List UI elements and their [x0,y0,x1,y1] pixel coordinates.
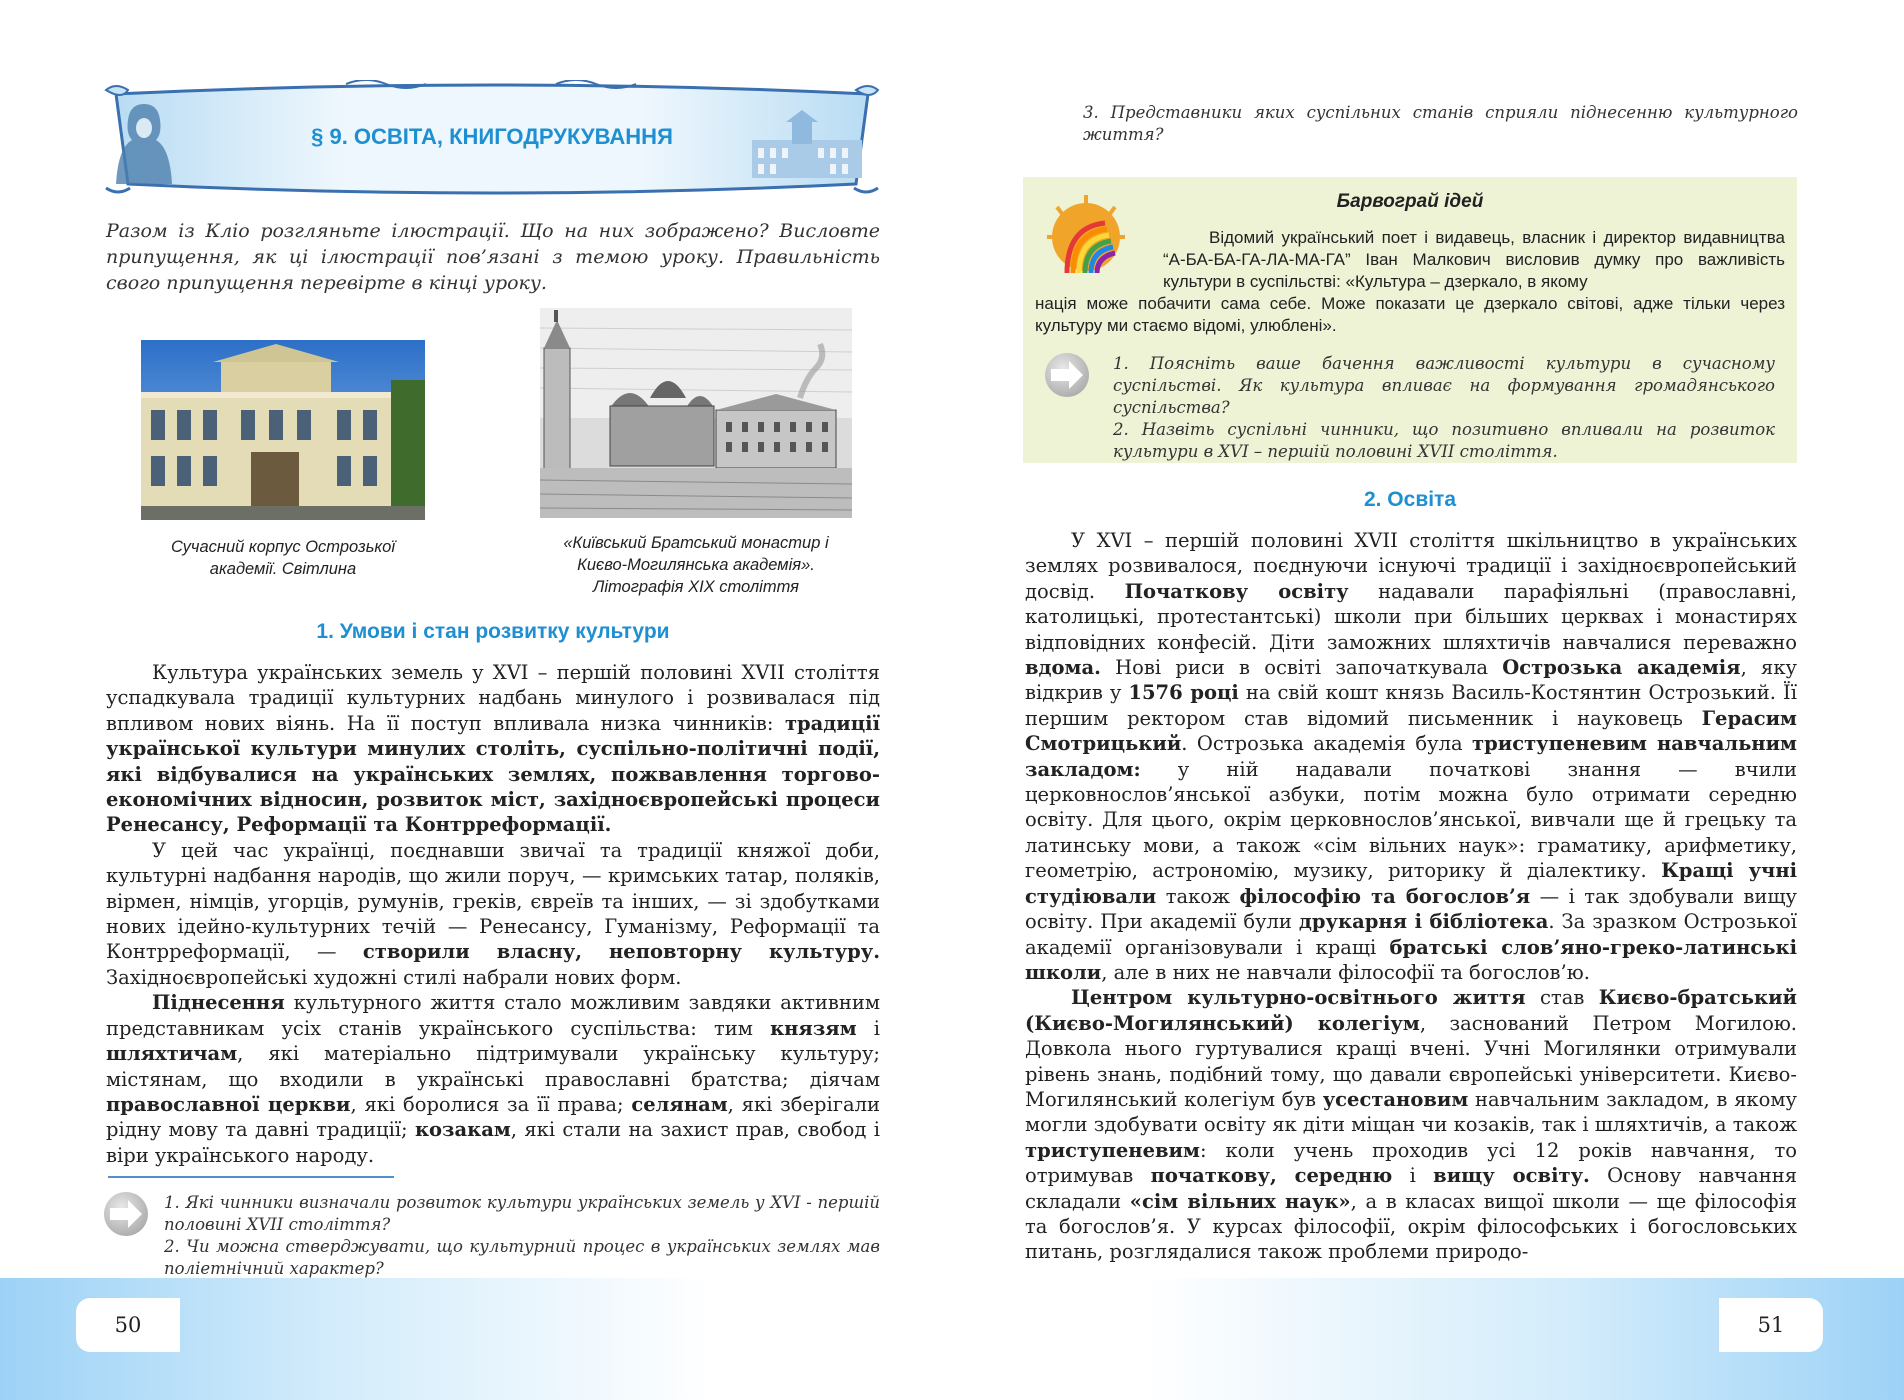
bold-text-run: Початкову освіту [1124,579,1349,603]
photo-caption-1 [136,536,430,580]
idea-quote-full: нація може побачити сама себе. Може показати це дзеркало світові, адже тільки через культуру ми стаємо відомі, улюблені». [1035,294,1785,335]
text-run: : коли учень проходив усі 12 років навчання, то отримував [1025,1138,1797,1188]
bold-text-run: Герасим Смотрицький [1025,706,1797,756]
text-run: навчальним закладом, в якому могли здобувати освіту як діти міщан чи козаків, так і шляхтичів, а також [1025,1087,1798,1137]
bold-text-run: початкову, середню [1150,1164,1393,1188]
bold-text-run: Кращі учні студіювали [1025,859,1798,908]
left-question-2: 2. Чи можна стверджувати, що культурний процес в українських землях мав поліетнічний характер? [164,1237,880,1278]
idea-box-title: Барвограй ідей [1336,191,1484,212]
ostroh-academy-photo [141,340,425,520]
bold-text-run: триступеневим навчальним закладом: [1025,732,1797,781]
text-run: , які стали на захист прав, свобод і віри українського народу. [106,1118,880,1167]
bold-text-run: усестановим [1322,1087,1469,1111]
bold-text-run: триступеневим [1025,1138,1200,1162]
caption-2-line: Києво-Могилянська академія». [577,556,815,574]
text-run: , які боролися за її права; [350,1092,632,1116]
text-run: Культура українських земель у XVI – першій половині XVII століття успадкувала традиції культурних надбань минулого і розвивалася під впливом нових віянь. На її поступ впливала низка чинників: [106,661,880,735]
text-run: — і так здобували вищу освіту. При академії були [1025,884,1797,934]
bold-text-run: братські слов’яно-греко-латинські школи [1025,935,1797,984]
bold-text-run: шляхтичам [106,1042,238,1066]
idea-quote-indented: Відомий український поет і видавець, власник і директор видавництва “А-БА-БА-ГА-ЛА-МА-ГА” Іван Малкович висловив думку про важливість культури в суспільстві: «Культура – дзеркало, в якому [1163,228,1785,291]
bold-text-run: Центром культурно-освітнього життя [1071,986,1526,1010]
text-run: і [856,1016,881,1040]
questions-divider [108,1176,394,1178]
bold-text-run: друкарня і бібліотека [1298,910,1549,934]
text-run: Нові риси в освіті започаткувала [1100,656,1503,680]
section-1-paragraph-3 [106,990,880,1168]
text-run: надавали парафіяльні (православні, католицькі, протестантські) школи при більших церквах і монастирях відповідних конфесій. Діти заможних шляхтичів навчалися переважно [1025,579,1797,654]
title-banner [96,80,888,202]
left-questions [164,1192,880,1280]
idea-question-1: 1. Поясніть ваше бачення важливості культури в сучасному суспільстві. Як культура впливає на формування громадянського суспільства? [1113,354,1775,417]
bold-text-run: вдома. [1025,656,1101,680]
top-question: 3. Представники яких суспільних станів сприяли піднесенню культурного життя? [1083,103,1798,144]
bold-text-run: 1576 році [1128,681,1239,705]
idea-question-2: 2. Назвіть суспільні чинники, що позитивно впливали на розвиток культури в XVI – першій половині XVII століття. [1113,420,1775,461]
section-2-paragraph-2 [1025,985,1797,1264]
text-run: і [1392,1164,1434,1188]
bold-text-run: селянам [631,1092,728,1116]
caption-2-line: Літографія XIX століття [593,578,799,596]
text-run: , а в класах вищої школи — ще філософія та богослов’я. У курсах філософії, окрім філософських і богословських питань, розглядалися також проблеми природо- [1025,1189,1798,1264]
rainbow-sun-icon [1045,193,1127,279]
bold-text-run: князям [770,1016,857,1040]
section-1-body [106,660,880,1168]
text-run: , але в них не навчали філософії та богослов’ю. [1101,960,1590,984]
text-run: . За зразком Острозької академії організовували і кращі [1025,910,1798,959]
kyiv-brotherhood-monastery-lithograph [540,308,852,518]
text-run: у ній надавали початкові знання — вчили церковнослов’янської азбуки, потім можна було отримати середню освіту. Для цього, окрім церковнослов’янської, вивчали ще й грецьку та латинську мови, а також «сім вільних наук»: граматику, арифметику, геометрію, астрономію, музику, риторику й діалектику. [1025,757,1797,883]
bold-text-run: Піднесення [152,991,285,1015]
text-run: . Острозька академія була [1181,732,1473,756]
section-2-paragraph-1 [1025,528,1797,985]
page-number-left: 50 [76,1298,180,1352]
text-run: , які зберігали рідну мову та давні традиції; [106,1092,881,1142]
text-run: також [1156,884,1240,908]
section-1-heading: 1. Умови і стан розвитку культури [316,620,670,643]
bold-text-run: створили власну, неповторну культуру. [362,940,880,964]
text-run: , яку відкрив у [1025,656,1797,705]
text-run: У XVI – першій половині XVII століття шкільництво в українських землях розвивалося, поєднуючи існуючі традиції і західноєвропейський досвід. [1025,529,1797,603]
page-number-right: 51 [1719,1298,1823,1352]
intro-paragraph: Разом із Кліо розгляньте ілюстрації. Що на них зображено? Висловте припущення, як ці ілюстрації пов’язані з темою уроку. Правильність свого припущення перевірте в кінці уроку. [106,220,880,294]
idea-questions [1113,353,1775,463]
bold-text-run: козакам [414,1118,511,1142]
text-run: , які матеріально підтримували українську культуру; містянам, що входили в українські православні братства; діячам [106,1042,880,1091]
text-run: Західноєвропейські художні стилі набрали нових форм. [106,965,682,989]
section-2-heading: 2. Освіта [1363,488,1457,511]
section-1-paragraph-2 [106,838,880,990]
bold-text-run: вищу освіту. [1433,1164,1590,1188]
chapter-title: § 9. ОСВІТА, КНИГОДРУКУВАННЯ [311,124,673,149]
bold-text-run: Києво-братський (Києво-Могилянський) колегіум [1025,986,1797,1035]
text-run: Основу навчання складали [1025,1164,1797,1213]
bold-text-run: «сім вільних наук» [1129,1189,1351,1213]
photo-caption-2 [526,532,866,598]
caption-2-line: «Київський Братський монастир і [563,534,829,552]
idea-box [1023,177,1797,463]
caption-1-line: академії. Світлина [209,560,357,578]
arrow-question-icon [104,1192,148,1236]
section-1-paragraph-1 [106,660,880,838]
left-question-1: 1. Які чинники визначали розвиток культури українських земель у XVI - першій половині XVII століття? [164,1193,880,1234]
text-run: став [1525,986,1599,1010]
bold-text-run: традиції української культури минулих століть, суспільно-політичні події, які відбувалися на українських землях, пожвавлення торгово-економічних відносин, розвиток міст, західноєвропейські процеси Ренесансу, Реформації та Контрреформації. [106,711,880,837]
caption-1-line: Сучасний корпус Острозької [170,538,396,556]
arrow-question-icon [1045,353,1089,397]
bold-text-run: філософію та богослов’я [1239,884,1531,908]
section-2-body [1025,528,1797,1265]
text-run: У цей час українці, поєднавши звичаї та традиції княжої доби, культурні надбання народів, що жили поруч, — кримських татар, поляків, вірмен, німців, угорців, румунів, греків, євреїв та інших, — зі здобутками нових ідейно-культурних течій — Ренесансу, Гуманізму, Реформації та Контрреформації, — [106,838,880,964]
text-run: , заснований Петром Могилою. Довкола нього гуртувалися кращі вчені. Учні Могилянки отримували рівень знань, подібний тому, що давали європейські університети. Києво-Могилянський колегіум був [1025,1011,1797,1111]
bold-text-run: Острозька академія [1502,656,1741,680]
text-run: культурного життя стало можливим завдяки активним представникам усіх станів українського суспільства: тим [106,991,880,1040]
bold-text-run: православної церкви [106,1092,351,1116]
text-run: на свій кошт князь Василь-Костянтин Острозький. Її першим ректором став відомий письменник і науковець [1025,681,1797,730]
